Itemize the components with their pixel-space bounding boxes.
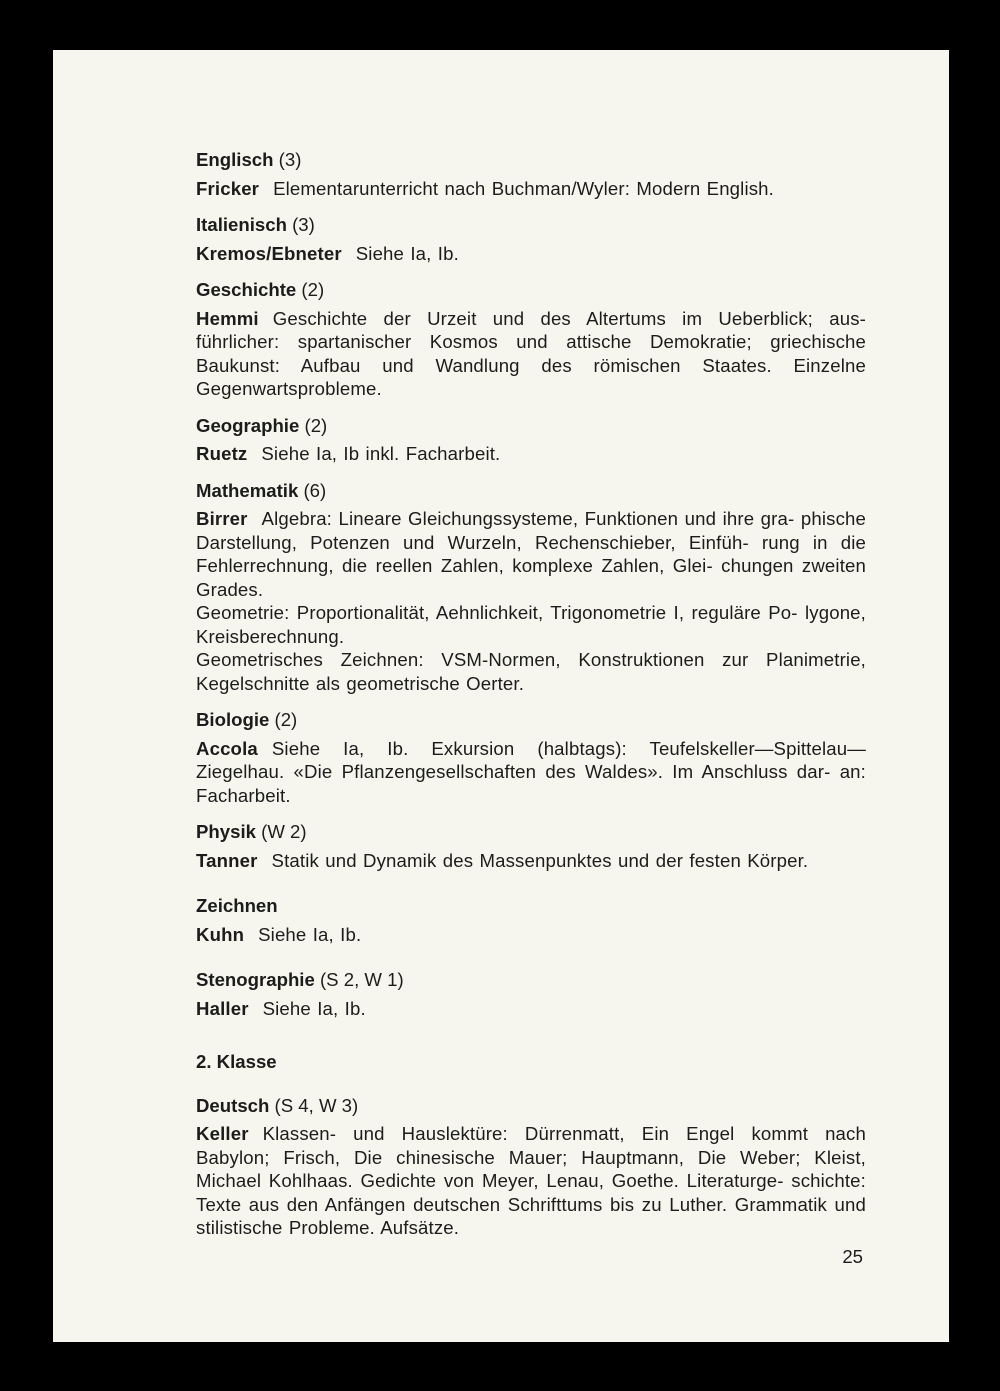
description-line: Kegelschnitte als geometrische Oerter. bbox=[196, 672, 525, 694]
description-line: Gegenwartsprobleme. bbox=[196, 378, 382, 399]
subject-description bbox=[196, 507, 866, 695]
description-line: Statik und Dynamik des Massenpunktes und der festen Körper. bbox=[271, 849, 809, 871]
description-line: Geometrie: Proportionalität, Aehnlichkeit, Trigonometrie I, reguläre Po- bbox=[196, 602, 798, 623]
subject-heading bbox=[196, 414, 866, 438]
description-line: führlicher: spartanischer Kosmos und attische Demokratie; griechische bbox=[196, 331, 866, 352]
subject-heading bbox=[196, 148, 866, 172]
subject-heading bbox=[196, 213, 866, 237]
description-line: Klassen- und Hauslektüre: Dürrenmatt, Ein Engel kommt nach bbox=[262, 1123, 866, 1144]
description-line: Michael Kohlhaas. Gedichte von Meyer, Lenau, Goethe. Literaturge- bbox=[196, 1170, 784, 1191]
description-line: rung in die Fehlerrechnung, die reellen Zahlen, komplexe Zahlen, Glei- bbox=[196, 531, 867, 576]
subject-heading bbox=[196, 968, 866, 992]
subject-hours: (3) bbox=[292, 214, 315, 235]
subject-name: Geographie bbox=[196, 414, 300, 436]
subject-heading bbox=[196, 1094, 866, 1118]
subject-section bbox=[196, 894, 866, 946]
subject-hours: (2) bbox=[274, 709, 298, 730]
subject-name: Geschichte bbox=[196, 279, 297, 300]
class-heading: 2. Klasse bbox=[196, 1051, 277, 1072]
subject-name: Physik bbox=[196, 821, 256, 842]
subject-section bbox=[196, 148, 866, 200]
page-number: 25 bbox=[842, 1246, 863, 1267]
subject-name: Englisch bbox=[196, 149, 274, 170]
subject-name: Biologie bbox=[196, 709, 270, 730]
subject-description bbox=[196, 849, 866, 873]
subject-hours: (S 2, W 1) bbox=[319, 969, 404, 990]
subject-description bbox=[196, 242, 866, 266]
subject-description bbox=[196, 923, 866, 947]
teacher-name: Tanner bbox=[196, 849, 258, 871]
subject-heading bbox=[196, 820, 866, 844]
description-line: Algebra: Lineare Gleichungssysteme, Funktionen und ihre gra- bbox=[261, 508, 795, 529]
description-line: Babylon; Frisch, Die chinesische Mauer; Hauptmann, Die Weber; Kleist, bbox=[196, 1146, 866, 1168]
teacher-name: Hemmi bbox=[196, 307, 259, 329]
subject-section bbox=[196, 1094, 866, 1240]
subject-name: Mathematik bbox=[196, 479, 299, 501]
subject-description bbox=[196, 442, 866, 466]
subject-heading bbox=[196, 479, 866, 503]
description-line: an: Facharbeit. bbox=[196, 761, 866, 806]
teacher-name: Fricker bbox=[196, 177, 260, 199]
document-page bbox=[53, 50, 949, 1342]
description-line: Geometrisches Zeichnen: VSM-Normen, Konstruktionen zur Planimetrie, bbox=[196, 649, 866, 670]
subject-section bbox=[196, 708, 866, 807]
subject-section bbox=[196, 820, 866, 872]
subject-name: Zeichnen bbox=[196, 895, 278, 916]
subject-section bbox=[196, 479, 866, 696]
subject-section bbox=[196, 968, 866, 1020]
description-line: phische Darstellung, Potenzen und Wurzeln, Rechenschieber, Einfüh- bbox=[196, 508, 866, 553]
description-line: Elementarunterricht nach Buchman/Wyler: Modern English. bbox=[273, 177, 774, 199]
teacher-name: Birrer bbox=[196, 508, 248, 529]
subject-hours: (W 2) bbox=[261, 821, 307, 842]
subject-description bbox=[196, 1122, 866, 1240]
subject-section bbox=[196, 278, 866, 401]
teacher-name: Kuhn bbox=[196, 923, 245, 945]
description-line: lygone, Kreisberechnung. bbox=[196, 602, 866, 647]
subject-heading bbox=[196, 894, 866, 918]
page-content bbox=[196, 148, 866, 1253]
subject-section bbox=[196, 414, 866, 466]
description-line: Siehe Ia, Ib. bbox=[355, 242, 459, 264]
subject-name: Stenographie bbox=[196, 969, 315, 990]
description-line: schichte: Texte aus den Anfängen deutschen Schrifttums bis zu Luther. bbox=[196, 1170, 866, 1215]
teacher-name: Ruetz bbox=[196, 443, 248, 464]
subject-name: Italienisch bbox=[196, 214, 287, 235]
description-line: chungen zweiten Grades. bbox=[196, 555, 866, 600]
subject-hours: (6) bbox=[303, 479, 327, 501]
description-line: Baukunst: Aufbau und Wandlung des römischen Staates. Einzelne bbox=[196, 354, 866, 376]
subject-description bbox=[196, 997, 866, 1021]
subject-description bbox=[196, 307, 866, 401]
description-line: Siehe Ia, Ib inkl. Facharbeit. bbox=[261, 443, 501, 464]
subject-description bbox=[196, 177, 866, 201]
description-line: Siehe Ia, Ib. bbox=[258, 923, 362, 945]
subject-hours: (2) bbox=[304, 414, 328, 436]
subject-hours: (2) bbox=[301, 279, 325, 300]
description-line: Ziegelhau. «Die Pflanzengesellschaften des Waldes». Im Anschluss dar- bbox=[196, 761, 831, 782]
description-line: Siehe Ia, Ib. Exkursion (halbtags): Teufelskeller—Spittelau— bbox=[271, 737, 866, 759]
teacher-name: Haller bbox=[196, 997, 249, 1019]
teacher-name: Kremos/Ebneter bbox=[196, 242, 342, 264]
subject-name: Deutsch bbox=[196, 1094, 270, 1116]
subject-section bbox=[196, 213, 866, 265]
description-line: Grammatik und stilistische Probleme. Aufsätze. bbox=[196, 1193, 866, 1238]
teacher-name: Accola bbox=[196, 737, 258, 759]
description-line: Siehe Ia, Ib. bbox=[262, 997, 366, 1019]
subject-hours: (3) bbox=[278, 149, 302, 170]
subject-heading bbox=[196, 278, 866, 302]
subject-description bbox=[196, 737, 866, 808]
subject-heading bbox=[196, 708, 866, 732]
teacher-name: Keller bbox=[196, 1123, 249, 1144]
subject-hours: (S 4, W 3) bbox=[274, 1094, 359, 1116]
description-line: Geschichte der Urzeit und des Altertums im Ueberblick; aus- bbox=[272, 307, 866, 329]
